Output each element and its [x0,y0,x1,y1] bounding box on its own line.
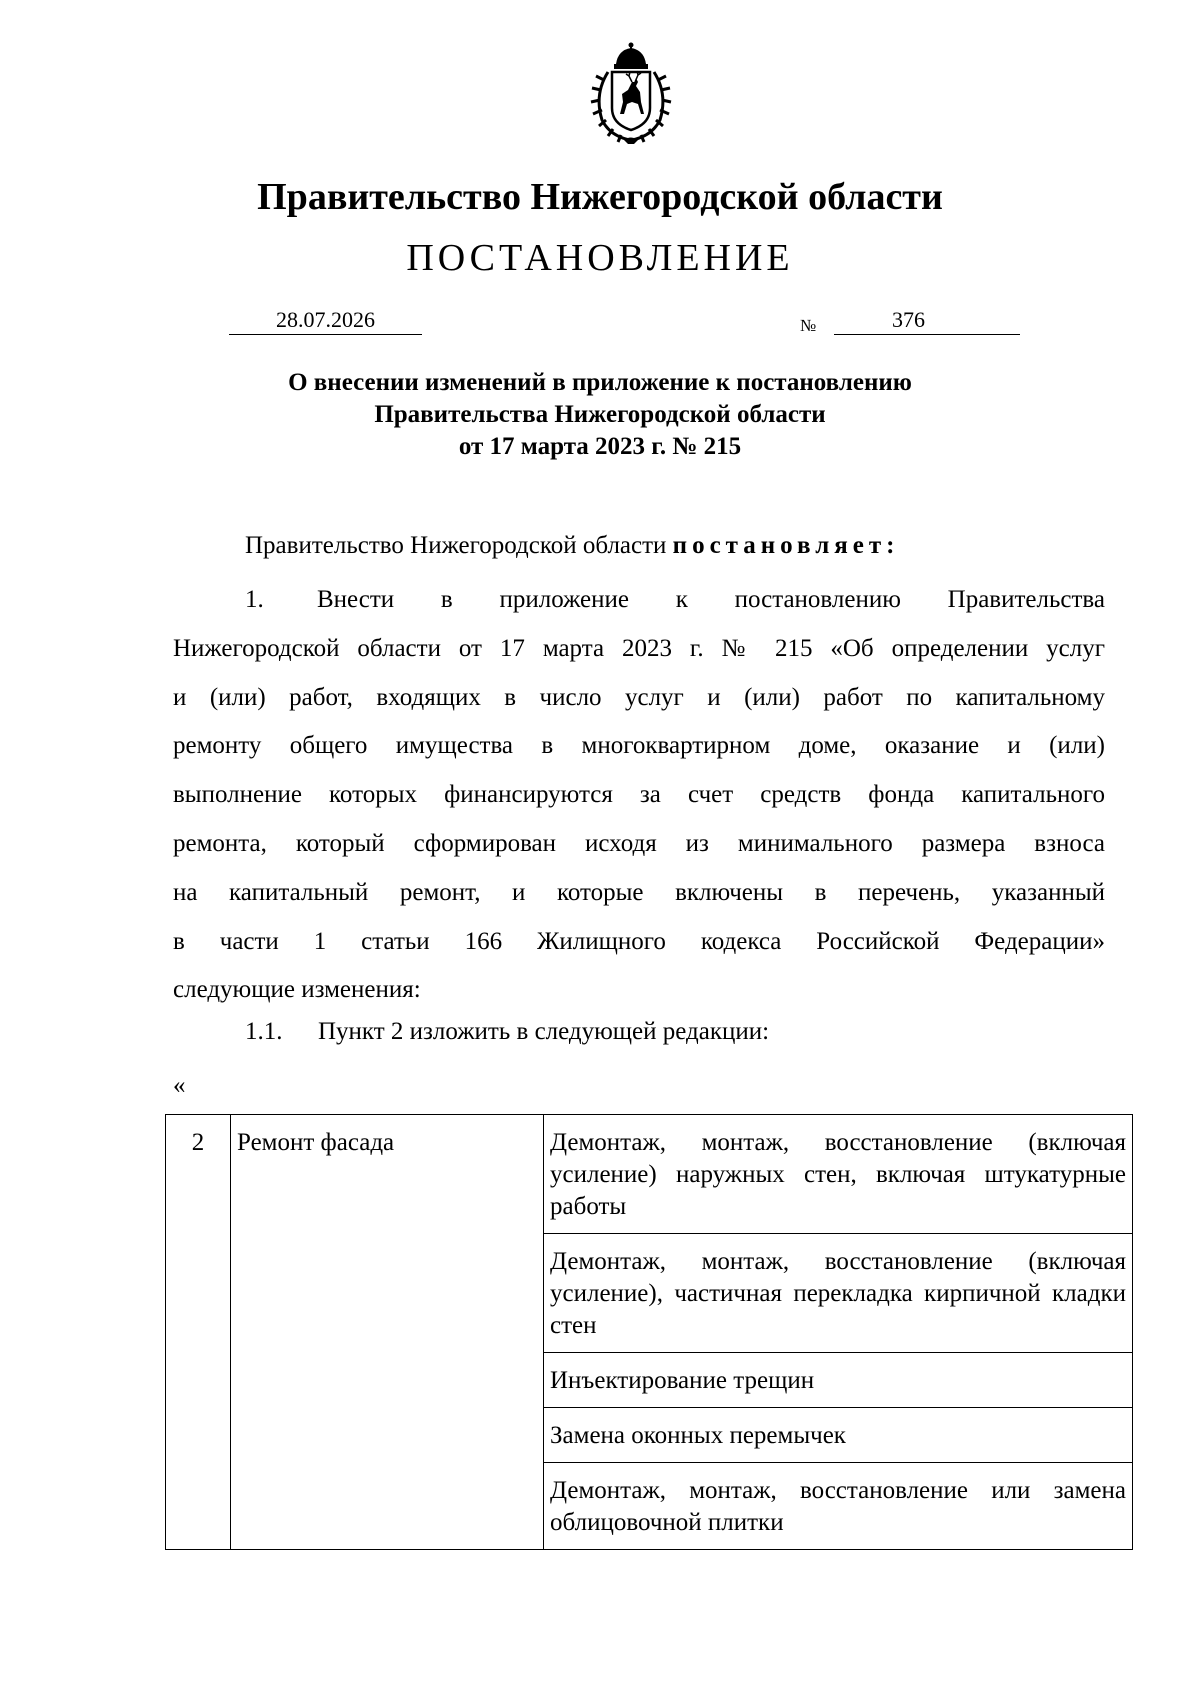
item-1-line: ремонту общего имущества в многоквартирном доме, оказание и (или) [173,732,1105,760]
work-item: Инъектирование трещин [544,1353,1132,1408]
document-heading [0,367,1200,463]
table-cell-works [544,1115,1133,1550]
document-number: 376 [892,307,925,332]
item-1-number: 1. [245,586,264,613]
item-1-line: 1. Внести в приложение к постановлению Правительства [173,576,1105,625]
document-date: 28.07.2026 [229,306,422,335]
item-1-line: следующие изменения: [173,976,421,1004]
heading-line-2: Правительства Нижегородской области [374,401,826,428]
work-item: Демонтаж, монтаж, восстановление или замена облицовочной плитки [550,1477,1126,1536]
amendment-table [165,1114,1133,1550]
preamble-text: Правительство Нижегородской области [245,532,673,559]
nizhny-novgorod-coat-of-arms-icon [580,42,682,146]
table-row [166,1115,1133,1550]
item-1-line: ремонта, который сформирован исходя из минимального размера взноса [173,829,1105,857]
item-1-line: на капитальный ремонт, и которые включены в перечень, указанный [173,878,1105,906]
item-1-1-text: Пункт 2 изложить в следующей редакции: [318,1018,770,1045]
item-1-1-paragraph [245,1016,1177,1048]
number-sign: № [800,316,817,335]
work-item: Замена оконных перемычек [544,1408,1132,1463]
table-cell-name: Ремонт фасада [231,1115,544,1550]
preamble-verb: постановляет: [672,532,900,559]
item-1-line: и (или) работ, входящих в число услуг и (или) работ по капитальному [173,683,1105,711]
item-1-line: Нижегородской области от 17 марта 2023 г. № 215 «Об определении услуг [173,634,1105,662]
preamble [245,530,1177,562]
item-1-line: в части 1 статьи 166 Жилищного кодекса Российской Федерации» [173,927,1105,955]
opening-quote: « [173,1072,186,1099]
heading-line-3: от 17 марта 2023 г. № 215 [458,433,742,460]
work-item: Демонтаж, монтаж, восстановление (включая усиление) наружных стен, включая штукатурные работы [544,1115,1132,1234]
organization-title: Правительство Нижегородской области [257,176,943,218]
item-1-line: выполнение которых финансируются за счет средств фонда капитального [173,781,1105,809]
heading-line-1: О внесении изменений в приложение к постановлению [288,369,912,396]
item-1-1-number: 1.1. [245,1018,283,1045]
document-number-field [834,306,1020,335]
work-item: Демонтаж, монтаж, восстановление (включая усиление), частичная перекладка кирпичной кладки стен [544,1234,1132,1353]
table-cell-number: 2 [166,1115,231,1550]
item-1-paragraph [173,576,1105,1015]
document-type: ПОСТАНОВЛЕНИЕ [406,237,794,279]
